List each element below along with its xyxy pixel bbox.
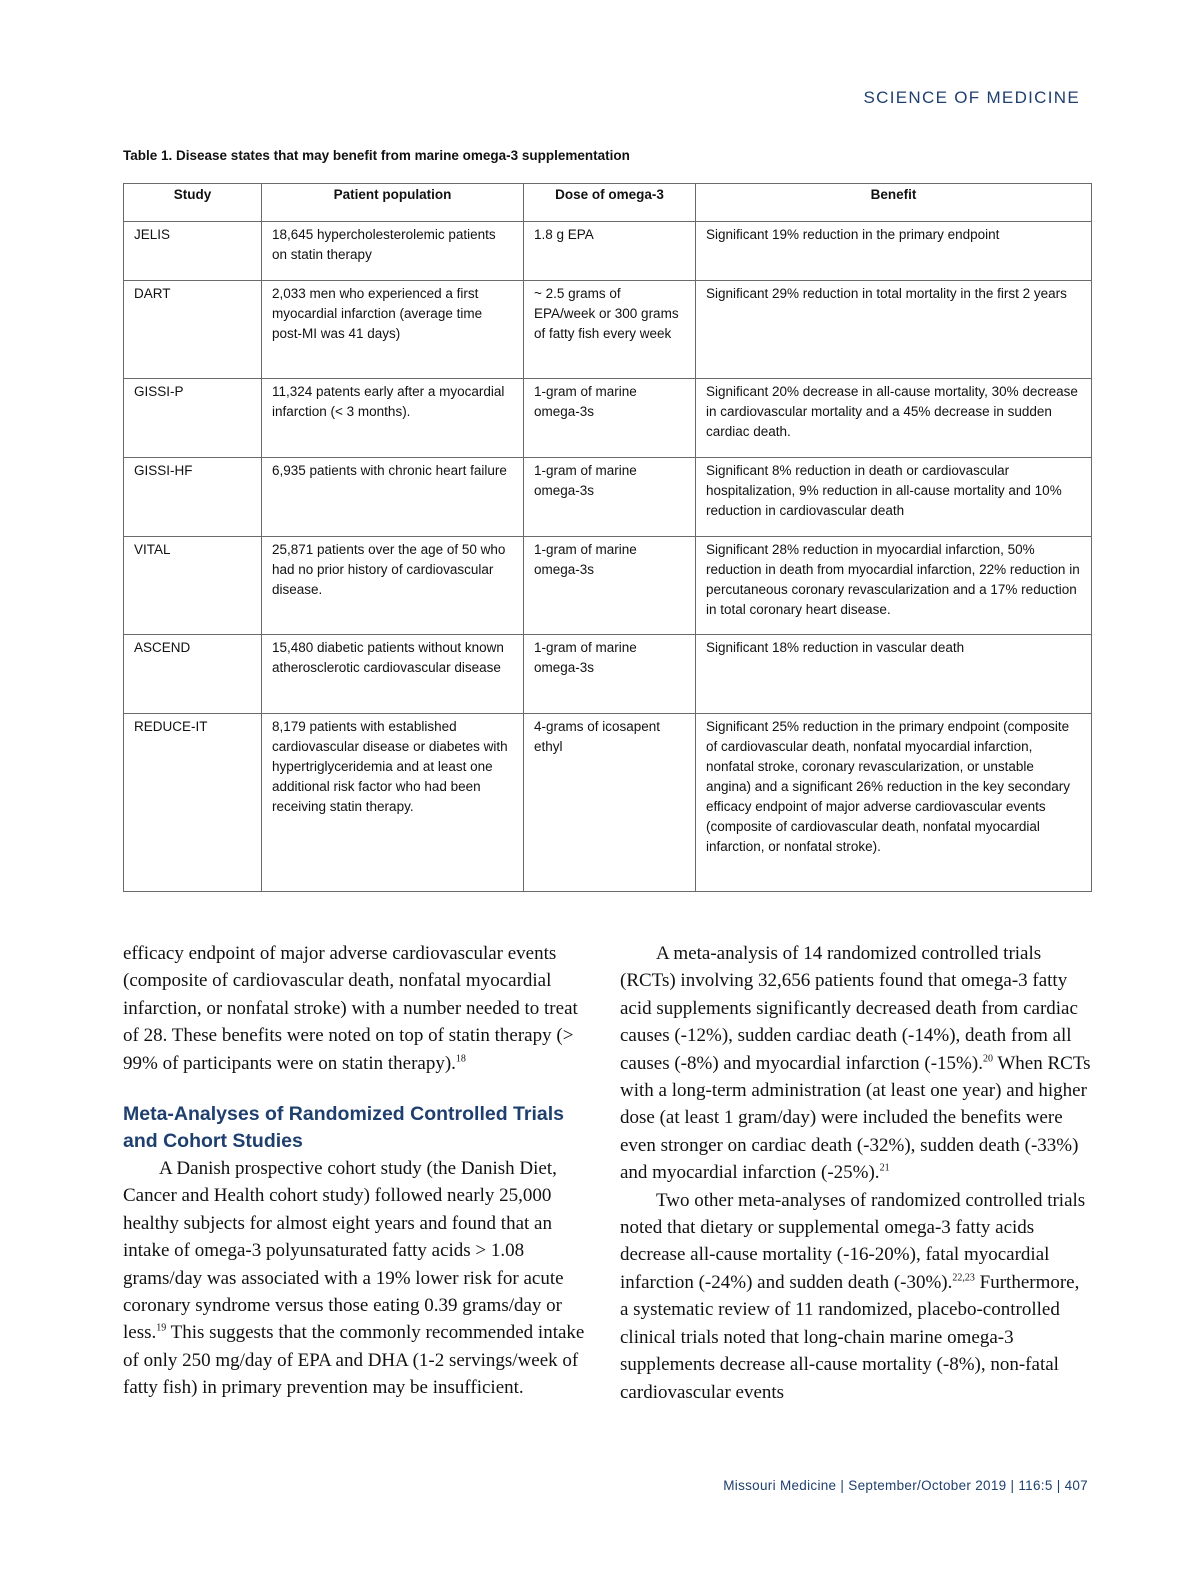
citation-ref: 18 bbox=[455, 1053, 466, 1065]
citation-ref: 22,23 bbox=[952, 1272, 975, 1284]
paragraph bbox=[620, 940, 1092, 1187]
table-caption: Table 1. Disease states that may benefit from marine omega-3 supplementation bbox=[123, 148, 630, 163]
cell-study: VITAL bbox=[124, 537, 262, 635]
paragraph-text: Two other meta-analyses of randomized controlled trials noted that dietary or supplemental omega-3 fatty acids decrease all-cause mortality (-16-20%), fatal myocardial infarction (-24%) and sudden death (-30%). bbox=[620, 1189, 1086, 1293]
section-heading: Meta-Analyses of Randomized Controlled Trials and Cohort Studies bbox=[123, 1103, 564, 1153]
cell-study: GISSI-P bbox=[124, 379, 262, 458]
omega3-benefits-table bbox=[123, 183, 1092, 892]
cell-benefit: Significant 8% reduction in death or cardiovascular hospitalization, 9% reduction in all-cause mortality and 10% reduction in cardiovascular death bbox=[696, 458, 1092, 537]
paragraph bbox=[620, 1187, 1092, 1406]
cell-benefit: Significant 25% reduction in the primary endpoint (composite of cardiovascular death, nonfatal myocardial infarction, nonfatal stroke, coronary revascularization, or unstable angina) and a significant 26% reduction in the key secondary efficacy endpoint of major adverse cardiovascular events (composite of cardiovascular death, nonfatal myocardial infarction, or nonfatal stroke). bbox=[696, 714, 1092, 892]
table-row bbox=[124, 714, 1092, 892]
table-row bbox=[124, 379, 1092, 458]
cell-population: 25,871 patients over the age of 50 who had no prior history of cardiovascular disease. bbox=[262, 537, 524, 635]
cell-study: DART bbox=[124, 281, 262, 379]
page-footer: Missouri Medicine | September/October 2019 | 116:5 | 407 bbox=[723, 1478, 1088, 1493]
cell-population: 15,480 diabetic patients without known atherosclerotic cardiovascular disease bbox=[262, 635, 524, 714]
paragraph-text: Furthermore, a systematic review of 11 randomized, placebo-controlled clinical trials noted that long-chain marine omega-3 supplements decrease all-cause mortality (-8%), non-fatal cardiovascular events bbox=[620, 1271, 1080, 1403]
cell-dose: 1-gram of marine omega-3s bbox=[524, 458, 696, 537]
cell-population: 18,645 hypercholesterolemic patients on statin therapy bbox=[262, 222, 524, 281]
paragraph-text: A meta-analysis of 14 randomized controlled trials (RCTs) involving 32,656 patients found that omega-3 fatty acid supplements significantly decreased death from cardiac causes (-12%), sudden cardiac death (-14%), death from all causes (-8%) and myocardial infarction (-15%). bbox=[620, 943, 1078, 1074]
cell-population: 8,179 patients with established cardiovascular disease or diabetes with hypertriglyceridemia and at least one additional risk factor who had been receiving statin therapy. bbox=[262, 714, 524, 892]
citation-ref: 20 bbox=[982, 1053, 993, 1065]
table-row bbox=[124, 222, 1092, 281]
cell-study: JELIS bbox=[124, 222, 262, 281]
cell-study: GISSI-HF bbox=[124, 458, 262, 537]
paragraph-text: A Danish prospective cohort study (the Danish Diet, Cancer and Health cohort study) followed nearly 25,000 healthy subjects for almost eight years and found that an intake of omega-3 polyunsaturated fatty acids > 1.08 grams/day was associated with a 19% lower risk for acute coronary syndrome versus those eating 0.39 grams/day or less. bbox=[123, 1158, 564, 1344]
paragraph bbox=[123, 1155, 593, 1402]
paragraph-text: When RCTs with a long-term administration (at least one year) and higher dose (at least 1 gram/day) were included the benefits were even stronger on cardiac death (-32%), sudden death (-33%) and myocardial infarction (-25%). bbox=[620, 1052, 1091, 1184]
cell-benefit: Significant 19% reduction in the primary endpoint bbox=[696, 222, 1092, 281]
paragraph-text: This suggests that the commonly recommended intake of only 250 mg/day of EPA and DHA (1-2 servings/week of fatty fish) in primary prevention may be insufficient. bbox=[123, 1322, 585, 1399]
cell-benefit: Significant 20% decrease in all-cause mortality, 30% decrease in cardiovascular mortality and a 45% decrease in sudden cardiac death. bbox=[696, 379, 1092, 458]
table-row bbox=[124, 281, 1092, 379]
table-row bbox=[124, 635, 1092, 714]
header-benefit: Benefit bbox=[696, 184, 1092, 222]
table-row bbox=[124, 458, 1092, 537]
cell-population: 6,935 patients with chronic heart failure bbox=[262, 458, 524, 537]
header-dose: Dose of omega-3 bbox=[524, 184, 696, 222]
right-text-column bbox=[620, 940, 1092, 1406]
cell-dose: 1-gram of marine omega-3s bbox=[524, 635, 696, 714]
left-text-column bbox=[123, 940, 593, 1402]
section-header: SCIENCE OF MEDICINE bbox=[863, 88, 1080, 107]
table-row bbox=[124, 537, 1092, 635]
cell-dose: 1.8 g EPA bbox=[524, 222, 696, 281]
table-header-row bbox=[124, 184, 1092, 222]
cell-dose: 1-gram of marine omega-3s bbox=[524, 379, 696, 458]
cell-benefit: Significant 29% reduction in total mortality in the first 2 years bbox=[696, 281, 1092, 379]
paragraph-text: efficacy endpoint of major adverse cardiovascular events (composite of cardiovascular death, nonfatal myocardial infarction, or nonfatal stroke) with a number needed to treat of 28. These benefits were noted on top of statin therapy (> 99% of participants were on statin therapy). bbox=[123, 943, 578, 1074]
citation-ref: 19 bbox=[156, 1323, 167, 1335]
paragraph bbox=[123, 940, 593, 1077]
cell-benefit: Significant 18% reduction in vascular death bbox=[696, 635, 1092, 714]
cell-dose: ~ 2.5 grams of EPA/week or 300 grams of fatty fish every week bbox=[524, 281, 696, 379]
cell-study: REDUCE-IT bbox=[124, 714, 262, 892]
cell-study: ASCEND bbox=[124, 635, 262, 714]
cell-dose: 1-gram of marine omega-3s bbox=[524, 537, 696, 635]
cell-population: 11,324 patents early after a myocardial infarction (< 3 months). bbox=[262, 379, 524, 458]
cell-benefit: Significant 28% reduction in myocardial infarction, 50% reduction in death from myocardial infarction, 22% reduction in percutaneous coronary revascularization and a 17% reduction in total coronary heart disease. bbox=[696, 537, 1092, 635]
citation-ref: 21 bbox=[879, 1162, 890, 1174]
header-study: Study bbox=[124, 184, 262, 222]
cell-population: 2,033 men who experienced a first myocardial infarction (average time post-MI was 41 days) bbox=[262, 281, 524, 379]
cell-dose: 4-grams of icosapent ethyl bbox=[524, 714, 696, 892]
header-patient-population: Patient population bbox=[262, 184, 524, 222]
